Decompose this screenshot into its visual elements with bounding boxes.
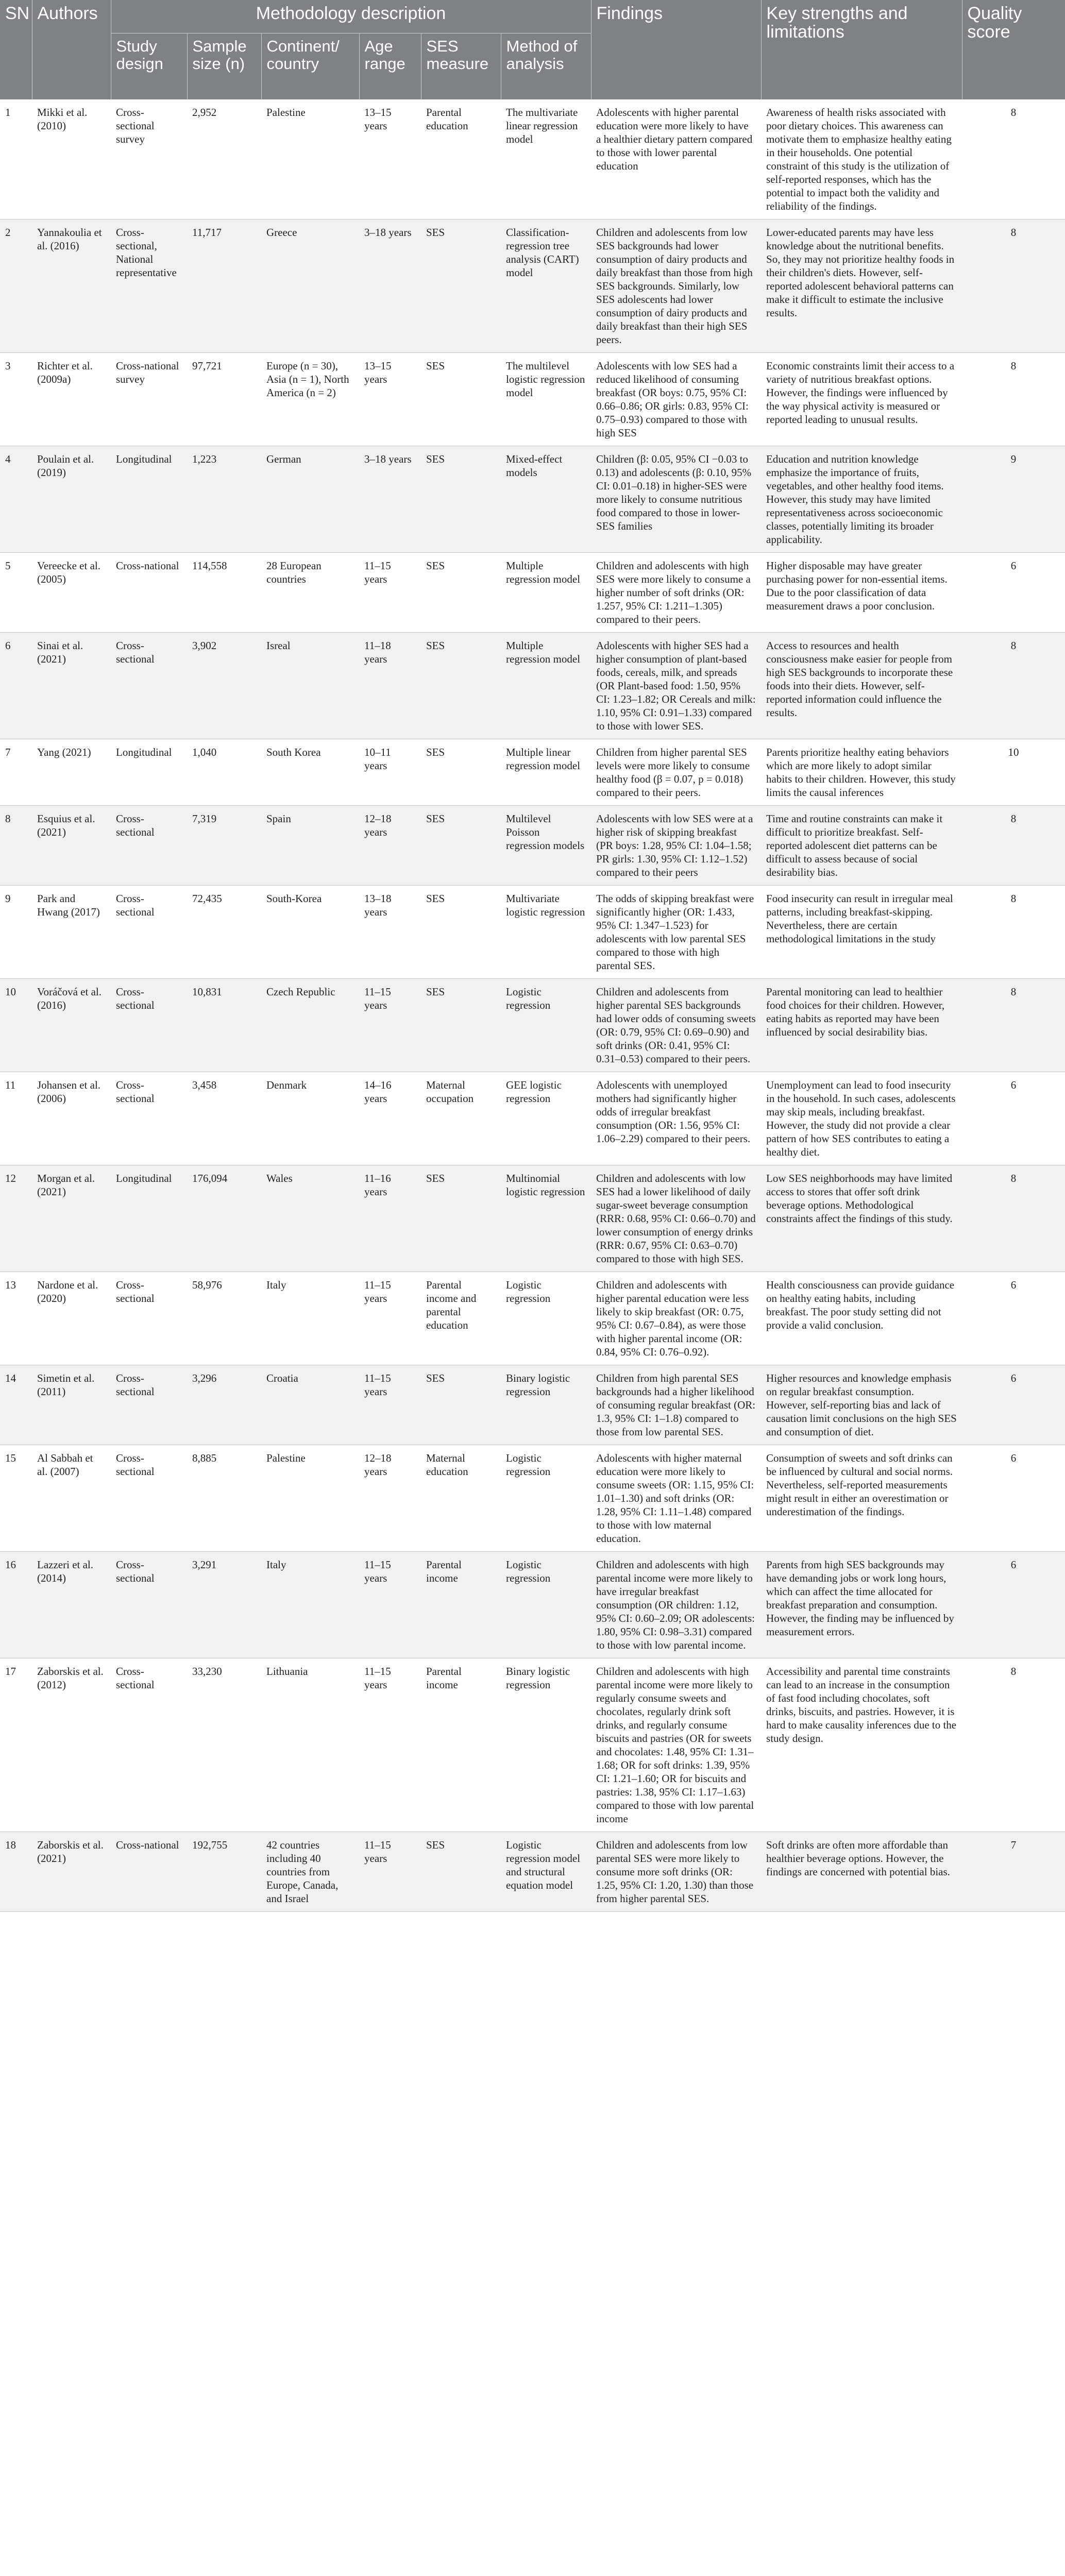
cell-country: Croatia bbox=[261, 1365, 359, 1445]
cell-ses-measure: SES bbox=[421, 886, 501, 979]
cell-study-design: Cross-sectional bbox=[111, 1445, 187, 1552]
table-row bbox=[0, 886, 1065, 979]
cell-authors: Richter et al. (2009a) bbox=[32, 353, 111, 446]
table-row bbox=[0, 739, 1065, 806]
cell-ses-measure: SES bbox=[421, 219, 501, 353]
cell-study-design: Cross-sectional bbox=[111, 1658, 187, 1832]
cell-sn: 10 bbox=[0, 979, 32, 1072]
cell-findings: The odds of skipping breakfast were significantly higher (OR: 1.433, 95% CI: 1.347–1.523) for adolescents with low parental SES compared to those with high parental SES. bbox=[591, 886, 761, 979]
cell-sn: 11 bbox=[0, 1072, 32, 1165]
table-row bbox=[0, 99, 1065, 219]
table-body bbox=[0, 99, 1065, 1912]
cell-authors: Lazzeri et al. (2014) bbox=[32, 1552, 111, 1658]
cell-sample-size: 3,296 bbox=[187, 1365, 261, 1445]
cell-strengths: Parents prioritize healthy eating behaviors which are more likely to adopt similar habits to their children. However, this study limits the causal inferences bbox=[761, 739, 962, 806]
cell-age-range: 12–18 years bbox=[359, 1445, 421, 1552]
cell-strengths: Food insecurity can result in irregular meal patterns, including breakfast-skipping. Nevertheless, there are certain methodological limitations in the study bbox=[761, 886, 962, 979]
cell-strengths: Low SES neighborhoods may have limited access to stores that offer soft drink beverage options. Methodological constraints affect the findings of this study. bbox=[761, 1165, 962, 1272]
cell-strengths: Soft drinks are often more affordable than healthier beverage options. However, the findings are concerned with potential bias. bbox=[761, 1832, 962, 1912]
cell-authors: Sinai et al. (2021) bbox=[32, 633, 111, 739]
cell-strengths: Consumption of sweets and soft drinks can be influenced by cultural and social norms. Nevertheless, self-reported measurements might result in either an overestimation or underestimation of the findings. bbox=[761, 1445, 962, 1552]
cell-strengths: Parental monitoring can lead to healthier food choices for their children. However, eating habits as reported may have been influenced by social desirability bias. bbox=[761, 979, 962, 1072]
cell-method: Logistic regression bbox=[501, 979, 591, 1072]
cell-sample-size: 8,885 bbox=[187, 1445, 261, 1552]
cell-country: South Korea bbox=[261, 739, 359, 806]
cell-findings: Children and adolescents with high parental income were more likely to have irregular breakfast consumption (OR children: 1.12, 95% CI: 0.60–2.09; OR adolescents: 1.80, 95% CI: 0.98–3.31) compared to those with low parental income. bbox=[591, 1552, 761, 1658]
cell-sample-size: 3,458 bbox=[187, 1072, 261, 1165]
cell-ses-measure: Parental income bbox=[421, 1658, 501, 1832]
table-row bbox=[0, 1365, 1065, 1445]
cell-strengths: Economic constraints limit their access to a variety of nutritious breakfast options. However, the findings were influenced by the way physical activity is measured or reported leading to unusual results. bbox=[761, 353, 962, 446]
cell-age-range: 13–15 years bbox=[359, 353, 421, 446]
cell-study-design: Cross-national survey bbox=[111, 353, 187, 446]
cell-study-design: Cross-sectional bbox=[111, 979, 187, 1072]
cell-study-design: Cross-sectional bbox=[111, 1272, 187, 1365]
cell-country: Lithuania bbox=[261, 1658, 359, 1832]
cell-country: Czech Republic bbox=[261, 979, 359, 1072]
cell-country: Italy bbox=[261, 1552, 359, 1658]
header-strengths: Key strengths and limitations bbox=[761, 0, 962, 99]
cell-study-design: Cross-sectional bbox=[111, 1072, 187, 1165]
cell-findings: Children (β: 0.05, 95% CI −0.03 to 0.13) and adolescents (β: 0.10, 95% CI: 0.01–0.18) in higher-SES were more likely to consume nutritious food compared to those in lower-SES families bbox=[591, 446, 761, 553]
cell-quality: 8 bbox=[962, 979, 1065, 1072]
cell-age-range: 11–15 years bbox=[359, 1658, 421, 1832]
cell-findings: Children and adolescents from low parental SES were more likely to consume more soft drinks (OR: 1.25, 95% CI: 1.20, 1.30) than those from higher parental SES. bbox=[591, 1832, 761, 1912]
cell-authors: Morgan et al. (2021) bbox=[32, 1165, 111, 1272]
cell-sn: 6 bbox=[0, 633, 32, 739]
cell-study-design: Cross-sectional bbox=[111, 1365, 187, 1445]
cell-study-design: Longitudinal bbox=[111, 1165, 187, 1272]
cell-strengths: Higher resources and knowledge emphasis on regular breakfast consumption. However, self-reporting bias and lack of causation limit conclusions on the high SES and consumption of diet. bbox=[761, 1365, 962, 1445]
cell-country: Europe (n = 30), Asia (n = 1), North America (n = 2) bbox=[261, 353, 359, 446]
cell-country: Greece bbox=[261, 219, 359, 353]
cell-findings: Children and adolescents from higher parental SES backgrounds had lower odds of consuming sweets (OR: 0.79, 95% CI: 0.69–0.90) and soft drinks (OR: 0.41, 95% CI: 0.31–0.53) compared to their peers. bbox=[591, 979, 761, 1072]
cell-quality: 6 bbox=[962, 1445, 1065, 1552]
cell-strengths: Accessibility and parental time constraints can lead to an increase in the consumption of fast food including chocolates, soft drinks, biscuits, and pastries. However, it is hard to make causality inferences due to the study design. bbox=[761, 1658, 962, 1832]
cell-sn: 14 bbox=[0, 1365, 32, 1445]
cell-sample-size: 3,902 bbox=[187, 633, 261, 739]
cell-sn: 15 bbox=[0, 1445, 32, 1552]
header-authors: Authors bbox=[32, 0, 111, 99]
header-continent: Continent/ country bbox=[261, 33, 359, 100]
cell-strengths: Time and routine constraints can make it difficult to prioritize breakfast. Self-reported adolescent diet patterns can be difficult to assess because of social desirability bias. bbox=[761, 806, 962, 886]
cell-country: Palestine bbox=[261, 1445, 359, 1552]
cell-quality: 6 bbox=[962, 1552, 1065, 1658]
cell-sample-size: 3,291 bbox=[187, 1552, 261, 1658]
cell-method: Multiple regression model bbox=[501, 633, 591, 739]
cell-study-design: Cross-national bbox=[111, 553, 187, 633]
cell-ses-measure: SES bbox=[421, 446, 501, 553]
cell-authors: Nardone et al. (2020) bbox=[32, 1272, 111, 1365]
cell-authors: Mikki et al. (2010) bbox=[32, 99, 111, 219]
cell-age-range: 3–18 years bbox=[359, 446, 421, 553]
cell-findings: Children and adolescents with higher parental education were less likely to skip breakfast (OR: 0.75, 95% CI: 0.67–0.84), as were those with higher parental income (OR: 0.84, 95% CI: 0.76–0.92). bbox=[591, 1272, 761, 1365]
cell-age-range: 11–15 years bbox=[359, 1552, 421, 1658]
header-sn: SN bbox=[0, 0, 32, 99]
cell-authors: Poulain et al. (2019) bbox=[32, 446, 111, 553]
cell-country: South-Korea bbox=[261, 886, 359, 979]
cell-ses-measure: SES bbox=[421, 1365, 501, 1445]
cell-findings: Children from higher parental SES levels were more likely to consume healthy food (β = 0.07, p = 0.018) compared to their peers. bbox=[591, 739, 761, 806]
cell-authors: Vereecke et al. (2005) bbox=[32, 553, 111, 633]
cell-sample-size: 1,040 bbox=[187, 739, 261, 806]
cell-country: Italy bbox=[261, 1272, 359, 1365]
table-row bbox=[0, 353, 1065, 446]
cell-ses-measure: SES bbox=[421, 353, 501, 446]
table-row bbox=[0, 1165, 1065, 1272]
cell-method: Multinomial logistic regression bbox=[501, 1165, 591, 1272]
cell-study-design: Cross-sectional survey bbox=[111, 99, 187, 219]
table-row bbox=[0, 633, 1065, 739]
header-ses-measure: SES measure bbox=[421, 33, 501, 100]
cell-sn: 17 bbox=[0, 1658, 32, 1832]
cell-quality: 6 bbox=[962, 1272, 1065, 1365]
cell-strengths: Education and nutrition knowledge emphasize the importance of fruits, vegetables, and other healthy food items. However, this study may have limited representativeness across socioeconomic classes, potentially limiting its broader applicability. bbox=[761, 446, 962, 553]
cell-quality: 8 bbox=[962, 1658, 1065, 1832]
cell-sn: 8 bbox=[0, 806, 32, 886]
cell-authors: Johansen et al. (2006) bbox=[32, 1072, 111, 1165]
cell-study-design: Cross-national bbox=[111, 1832, 187, 1912]
cell-study-design: Cross-sectional bbox=[111, 886, 187, 979]
cell-method: The multivariate linear regression model bbox=[501, 99, 591, 219]
table-row bbox=[0, 1072, 1065, 1165]
cell-study-design: Cross-sectional, National representative bbox=[111, 219, 187, 353]
cell-age-range: 11–15 years bbox=[359, 979, 421, 1072]
cell-age-range: 11–18 years bbox=[359, 633, 421, 739]
cell-age-range: 11–15 years bbox=[359, 553, 421, 633]
cell-study-design: Longitudinal bbox=[111, 446, 187, 553]
cell-age-range: 10–11 years bbox=[359, 739, 421, 806]
cell-sample-size: 10,831 bbox=[187, 979, 261, 1072]
cell-ses-measure: SES bbox=[421, 979, 501, 1072]
cell-method: Multiple regression model bbox=[501, 553, 591, 633]
table-row bbox=[0, 1445, 1065, 1552]
cell-method: Logistic regression bbox=[501, 1272, 591, 1365]
cell-strengths: Awareness of health risks associated with poor dietary choices. This awareness can motivate them to emphasize healthy eating in their households. One potential constraint of this study is the utilization of self-reported responses, which has the potential to impact both the validity and reliability of the findings. bbox=[761, 99, 962, 219]
cell-sample-size: 97,721 bbox=[187, 353, 261, 446]
table-row bbox=[0, 553, 1065, 633]
cell-quality: 8 bbox=[962, 886, 1065, 979]
cell-ses-measure: Parental income bbox=[421, 1552, 501, 1658]
cell-authors: Simetin et al. (2011) bbox=[32, 1365, 111, 1445]
cell-findings: Adolescents with higher SES had a higher consumption of plant-based foods, cereals, milk, and spreads (OR Plant-based food: 1.50, 95% CI: 1.23–1.82; OR Cereals and milk: 1.10, 95% CI: 0.91–1.33) compared to those with lower SES. bbox=[591, 633, 761, 739]
cell-sn: 7 bbox=[0, 739, 32, 806]
cell-method: Multiple linear regression model bbox=[501, 739, 591, 806]
cell-authors: Yannakoulia et al. (2016) bbox=[32, 219, 111, 353]
cell-age-range: 11–15 years bbox=[359, 1365, 421, 1445]
header-methodology: Methodology description bbox=[111, 0, 591, 33]
cell-country: Spain bbox=[261, 806, 359, 886]
cell-quality: 6 bbox=[962, 553, 1065, 633]
cell-sample-size: 2,952 bbox=[187, 99, 261, 219]
header-study-design: Study design bbox=[111, 33, 187, 100]
cell-sn: 4 bbox=[0, 446, 32, 553]
cell-method: Multilevel Poisson regression models bbox=[501, 806, 591, 886]
cell-sample-size: 176,094 bbox=[187, 1165, 261, 1272]
cell-method: Binary logistic regression bbox=[501, 1365, 591, 1445]
cell-authors: Yang (2021) bbox=[32, 739, 111, 806]
table-row bbox=[0, 446, 1065, 553]
cell-age-range: 3–18 years bbox=[359, 219, 421, 353]
cell-method: Logistic regression model and structural equation model bbox=[501, 1832, 591, 1912]
cell-ses-measure: SES bbox=[421, 633, 501, 739]
cell-study-design: Longitudinal bbox=[111, 739, 187, 806]
cell-sample-size: 58,976 bbox=[187, 1272, 261, 1365]
cell-sn: 5 bbox=[0, 553, 32, 633]
cell-sample-size: 1,223 bbox=[187, 446, 261, 553]
cell-method: The multilevel logistic regression model bbox=[501, 353, 591, 446]
cell-quality: 10 bbox=[962, 739, 1065, 806]
cell-country: German bbox=[261, 446, 359, 553]
cell-method: Classification-regression tree analysis (CART) model bbox=[501, 219, 591, 353]
cell-strengths: Access to resources and health consciousness make easier for people from high SES backgrounds to incorporate these foods into their diets. However, self-reported information could influence the results. bbox=[761, 633, 962, 739]
cell-quality: 6 bbox=[962, 1365, 1065, 1445]
cell-findings: Children and adolescents with low SES had a lower likelihood of daily sugar-sweet beverage consumption (RRR: 0.68, 95% CI: 0.66–0.70) and lower consumption of energy drinks (RRR: 0.67, 95% CI: 0.63–0.70) compared to those with high SES. bbox=[591, 1165, 761, 1272]
cell-method: Binary logistic regression bbox=[501, 1658, 591, 1832]
header-age-range: Age range bbox=[359, 33, 421, 100]
cell-findings: Children and adolescents from low SES backgrounds had lower consumption of dairy products and daily breakfast than those from high SES backgrounds. Similarly, low SES adolescents had lower consumption of dairy products and daily breakfast than their high SES peers. bbox=[591, 219, 761, 353]
cell-sample-size: 114,558 bbox=[187, 553, 261, 633]
cell-findings: Children and adolescents with high parental income were more likely to regularly consume sweets and chocolates, regularly drink soft drinks, and regularly consume biscuits and pastries (OR for sweets and chocolates: 1.48, 95% CI: 1.31–1.68; OR for soft drinks: 1.39, 95% CI: 1.21–1.60; OR for biscuits and pastries: 1.38, 95% CI: 1.17–1.63) compared to those with low parental income bbox=[591, 1658, 761, 1832]
cell-quality: 8 bbox=[962, 353, 1065, 446]
cell-quality: 7 bbox=[962, 1832, 1065, 1912]
header-quality: Quality score bbox=[962, 0, 1065, 99]
cell-sn: 18 bbox=[0, 1832, 32, 1912]
cell-method: Logistic regression bbox=[501, 1552, 591, 1658]
cell-findings: Adolescents with higher parental education were more likely to have a healthier dietary pattern compared to those with lower parental education bbox=[591, 99, 761, 219]
cell-sn: 16 bbox=[0, 1552, 32, 1658]
cell-ses-measure: Parental education bbox=[421, 99, 501, 219]
cell-strengths: Unemployment can lead to food insecurity in the household. In such cases, adolescents may skip meals, including breakfast. However, the study did not provide a clear pattern of how SES contributes to eating a healthy diet. bbox=[761, 1072, 962, 1165]
cell-findings: Children from high parental SES backgrounds had a higher likelihood of consuming regular breakfast (OR: 1.3, 95% CI: 1–1.8) compared to those from low parental SES. bbox=[591, 1365, 761, 1445]
cell-country: Palestine bbox=[261, 99, 359, 219]
cell-quality: 9 bbox=[962, 446, 1065, 553]
cell-sn: 12 bbox=[0, 1165, 32, 1272]
cell-country: 42 countries including 40 countries from Europe, Canada, and Israel bbox=[261, 1832, 359, 1912]
cell-ses-measure: SES bbox=[421, 553, 501, 633]
cell-method: Mixed-effect models bbox=[501, 446, 591, 553]
cell-sn: 9 bbox=[0, 886, 32, 979]
cell-strengths: Lower-educated parents may have less knowledge about the nutritional benefits. So, they may not prioritize healthy foods in their children's diets. However, self-reported adolescent behavioral patterns can make it difficult to estimate the inclusive results. bbox=[761, 219, 962, 353]
cell-quality: 8 bbox=[962, 99, 1065, 219]
cell-findings: Adolescents with higher maternal education were more likely to consume sweets (OR: 1.15, 95% CI: 1.01–1.30) and soft drinks (OR: 1.28, 95% CI: 1.11–1.48) compared to those with low maternal education. bbox=[591, 1445, 761, 1552]
cell-method: Logistic regression bbox=[501, 1445, 591, 1552]
cell-ses-measure: SES bbox=[421, 1832, 501, 1912]
cell-country: Denmark bbox=[261, 1072, 359, 1165]
cell-quality: 8 bbox=[962, 806, 1065, 886]
cell-sn: 2 bbox=[0, 219, 32, 353]
cell-study-design: Cross-sectional bbox=[111, 633, 187, 739]
table-row bbox=[0, 1552, 1065, 1658]
cell-age-range: 11–16 years bbox=[359, 1165, 421, 1272]
cell-sample-size: 192,755 bbox=[187, 1832, 261, 1912]
cell-quality: 8 bbox=[962, 1165, 1065, 1272]
cell-ses-measure: SES bbox=[421, 1165, 501, 1272]
table-row bbox=[0, 806, 1065, 886]
cell-findings: Children and adolescents with high SES were more likely to consume a higher number of soft drinks (OR: 1.257, 95% CI: 1.211–1.305) compared to their peers. bbox=[591, 553, 761, 633]
table-row bbox=[0, 1832, 1065, 1912]
cell-sample-size: 72,435 bbox=[187, 886, 261, 979]
cell-authors: Zaborskis et al. (2012) bbox=[32, 1658, 111, 1832]
cell-ses-measure: SES bbox=[421, 739, 501, 806]
cell-authors: Zaborskis et al. (2021) bbox=[32, 1832, 111, 1912]
cell-quality: 8 bbox=[962, 633, 1065, 739]
header-sample-size: Sample size (n) bbox=[187, 33, 261, 100]
cell-age-range: 11–15 years bbox=[359, 1272, 421, 1365]
cell-ses-measure: Maternal occupation bbox=[421, 1072, 501, 1165]
table-row bbox=[0, 1272, 1065, 1365]
cell-findings: Adolescents with unemployed mothers had significantly higher odds of irregular breakfast consumption (OR: 1.56, 95% CI: 1.06–2.29) compared to their peers. bbox=[591, 1072, 761, 1165]
cell-study-design: Cross-sectional bbox=[111, 806, 187, 886]
cell-quality: 8 bbox=[962, 219, 1065, 353]
cell-authors: Al Sabbah et al. (2007) bbox=[32, 1445, 111, 1552]
cell-findings: Adolescents with low SES had a reduced likelihood of consuming breakfast (OR boys: 0.75, 95% CI: 0.66–0.86; OR girls: 0.83, 95% CI: 0.75–0.93) compared to those with high SES bbox=[591, 353, 761, 446]
cell-strengths: Health consciousness can provide guidance on healthy eating habits, including breakfast. The poor study setting did not provide a valid conclusion. bbox=[761, 1272, 962, 1365]
cell-age-range: 14–16 years bbox=[359, 1072, 421, 1165]
cell-method: Multivariate logistic regression bbox=[501, 886, 591, 979]
cell-ses-measure: SES bbox=[421, 806, 501, 886]
table-row bbox=[0, 1658, 1065, 1832]
cell-ses-measure: Parental income and parental education bbox=[421, 1272, 501, 1365]
cell-sn: 1 bbox=[0, 99, 32, 219]
cell-findings: Adolescents with low SES were at a higher risk of skipping breakfast (PR boys: 1.28, 95% CI: 1.04–1.58; PR girls: 1.30, 95% CI: 1.12–1.52) compared to their peers bbox=[591, 806, 761, 886]
cell-sample-size: 11,717 bbox=[187, 219, 261, 353]
cell-method: GEE logistic regression bbox=[501, 1072, 591, 1165]
cell-strengths: Parents from high SES backgrounds may have demanding jobs or work long hours, which can affect the time allocated for breakfast preparation and consumption. However, the finding may be influenced by measurement errors. bbox=[761, 1552, 962, 1658]
header-method: Method of analysis bbox=[501, 33, 591, 100]
cell-country: Isreal bbox=[261, 633, 359, 739]
cell-age-range: 11–15 years bbox=[359, 1832, 421, 1912]
cell-age-range: 13–15 years bbox=[359, 99, 421, 219]
cell-sample-size: 7,319 bbox=[187, 806, 261, 886]
cell-study-design: Cross-sectional bbox=[111, 1552, 187, 1658]
cell-authors: Voráčová et al. (2016) bbox=[32, 979, 111, 1072]
cell-country: Wales bbox=[261, 1165, 359, 1272]
table-row bbox=[0, 219, 1065, 353]
cell-sn: 13 bbox=[0, 1272, 32, 1365]
cell-sample-size: 33,230 bbox=[187, 1658, 261, 1832]
cell-age-range: 13–18 years bbox=[359, 886, 421, 979]
table-row bbox=[0, 979, 1065, 1072]
cell-authors: Esquius et al. (2021) bbox=[32, 806, 111, 886]
header-findings: Findings bbox=[591, 0, 761, 99]
cell-strengths: Higher disposable may have greater purchasing power for non-essential items. Due to the poor classification of data measurement draws a poor conclusion. bbox=[761, 553, 962, 633]
cell-quality: 6 bbox=[962, 1072, 1065, 1165]
cell-ses-measure: Maternal education bbox=[421, 1445, 501, 1552]
cell-sn: 3 bbox=[0, 353, 32, 446]
cell-country: 28 European countries bbox=[261, 553, 359, 633]
cell-age-range: 12–18 years bbox=[359, 806, 421, 886]
cell-authors: Park and Hwang (2017) bbox=[32, 886, 111, 979]
